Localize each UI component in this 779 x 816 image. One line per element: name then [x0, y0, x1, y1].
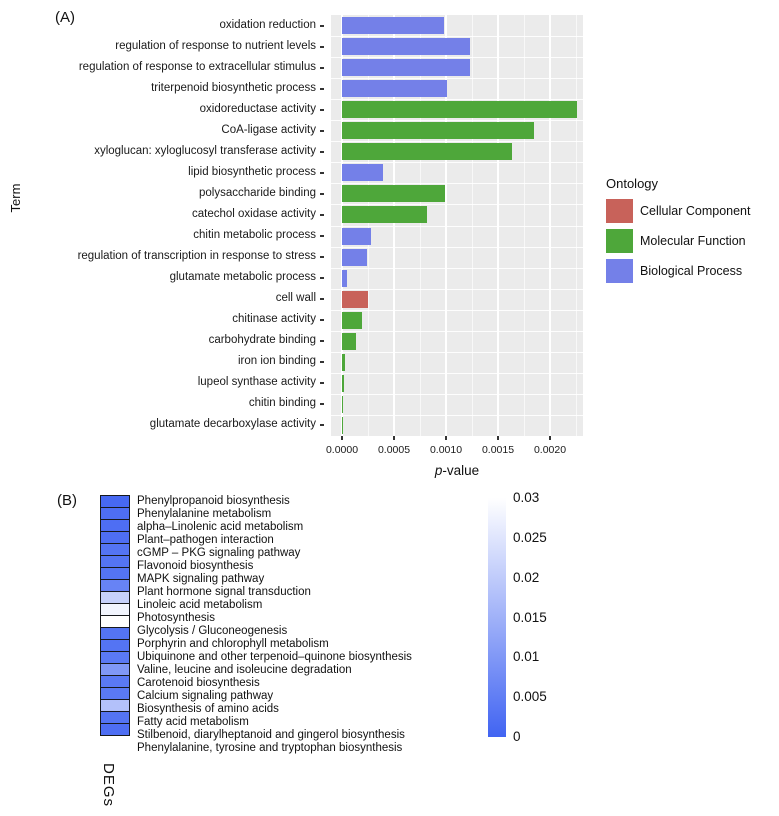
- x-tick-label: 0.0010: [429, 444, 463, 456]
- y-tick-label: triterpenoid biosynthetic process: [151, 81, 316, 94]
- bar: [342, 206, 427, 223]
- panel-a-y-axis-title: Term: [8, 183, 23, 213]
- heatmap-row-label: Biosynthesis of amino acids: [137, 703, 279, 715]
- y-tick-mark: [320, 424, 324, 426]
- panel-b-x-axis-title: DEGs: [100, 763, 117, 808]
- y-tick-label: catechol oxidase activity: [191, 207, 316, 220]
- legend-item-label: Biological Process: [640, 264, 743, 278]
- legend-color-key: [606, 259, 633, 283]
- heatmap-row-label: Calcium signaling pathway: [137, 690, 274, 702]
- row-gridline: [331, 310, 583, 311]
- y-tick-label: regulation of response to nutrient levels: [115, 39, 316, 52]
- legend-item-label: Cellular Component: [640, 204, 751, 218]
- row-gridline: [331, 247, 583, 248]
- y-tick-mark: [320, 172, 324, 174]
- y-tick-label: xyloglucan: xyloglucosyl transferase activity: [94, 144, 316, 157]
- heatmap-row-label: Linoleic acid metabolism: [137, 599, 263, 611]
- bar: [342, 375, 344, 392]
- y-tick-label: cell wall: [275, 292, 316, 305]
- x-tick-mark: [445, 436, 447, 440]
- panel-a-x-axis: [0, 436, 779, 466]
- bar: [342, 291, 368, 308]
- y-tick-label: regulation of transcription in response to stress: [77, 250, 316, 263]
- bar: [342, 185, 445, 202]
- panel-a-y-axis-labels: [0, 15, 326, 436]
- y-tick-mark: [320, 130, 324, 132]
- heatmap-row-label: MAPK signaling pathway: [137, 573, 265, 585]
- y-tick-label: lipid biosynthetic process: [188, 165, 316, 178]
- y-tick-mark: [320, 382, 324, 384]
- bar: [342, 333, 356, 350]
- bar: [342, 270, 347, 287]
- y-tick-mark: [320, 298, 324, 300]
- heatmap-row-label: Plant–pathogen interaction: [137, 534, 274, 546]
- row-gridline: [331, 120, 583, 121]
- x-tick-mark: [549, 436, 551, 440]
- x-tick-mark: [341, 436, 343, 440]
- legend-item: [606, 259, 779, 283]
- y-tick-label: chitin binding: [248, 397, 316, 410]
- row-gridline: [331, 289, 583, 290]
- y-tick-mark: [320, 319, 324, 321]
- heatmap-cell: [100, 723, 130, 736]
- heatmap-row-label: Photosynthesis: [137, 612, 215, 624]
- bar: [342, 80, 447, 97]
- y-tick-mark: [320, 193, 324, 195]
- y-tick-label: regulation of response to extracellular stimulus: [78, 60, 316, 73]
- colorbar-tick-label: 0.02: [513, 569, 540, 585]
- legend-color-key: [606, 199, 633, 223]
- row-gridline: [331, 268, 583, 269]
- legend-title: Ontology: [606, 176, 659, 191]
- y-tick-mark: [320, 88, 324, 90]
- row-gridline: [331, 226, 583, 227]
- panel-b-row-labels: [137, 495, 412, 755]
- heatmap-row-label: Phenylalanine metabolism: [137, 508, 272, 520]
- heatmap-row-label: alpha–Linolenic acid metabolism: [137, 521, 304, 533]
- y-tick-mark: [320, 46, 324, 48]
- bar: [342, 396, 343, 413]
- x-tick-mark: [393, 436, 395, 440]
- legend-item: [606, 229, 779, 253]
- legend-color-key: [606, 229, 633, 253]
- bar: [342, 38, 470, 55]
- x-tick-label: 0.0020: [533, 444, 567, 456]
- row-gridline: [331, 415, 583, 416]
- y-tick-mark: [320, 256, 324, 258]
- colorbar-gradient: [488, 498, 506, 737]
- row-gridline: [331, 99, 583, 100]
- heatmap-row-label: Valine, leucine and isoleucine degradation: [137, 664, 352, 676]
- x-tick-mark: [497, 436, 499, 440]
- row-gridline: [331, 352, 583, 353]
- heatmap-row-label: Carotenoid biosynthesis: [137, 677, 260, 689]
- y-tick-label: carbohydrate binding: [208, 334, 316, 347]
- y-tick-label: CoA-ligase activity: [221, 123, 316, 136]
- colorbar-tick-label: 0.01: [513, 649, 540, 665]
- panel-a-x-axis-title: [331, 463, 583, 478]
- legend-item: [606, 199, 779, 223]
- row-gridline: [331, 36, 583, 37]
- row-gridline: [331, 141, 583, 142]
- heatmap-row-label: Phenylalanine, tyrosine and tryptophan biosynthesis: [137, 742, 403, 754]
- heatmap-row-label: Phenylpropanoid biosynthesis: [137, 495, 290, 507]
- y-tick-mark: [320, 151, 324, 153]
- heatmap-row-label: Glycolysis / Gluconeogenesis: [137, 625, 288, 637]
- bar: [342, 249, 367, 266]
- heatmap-row-label: Fatty acid metabolism: [137, 716, 249, 728]
- y-tick-mark: [320, 25, 324, 27]
- x-tick-label: 0.0000: [325, 444, 359, 456]
- x-axis-title-value: -value: [442, 463, 480, 478]
- heatmap-row-label: Flavonoid biosynthesis: [137, 560, 254, 572]
- bar: [342, 312, 362, 329]
- y-tick-label: iron ion binding: [237, 355, 316, 368]
- heatmap-row-label: Ubiquinone and other terpenoid–quinone biosynthesis: [137, 651, 412, 663]
- y-tick-mark: [320, 340, 324, 342]
- y-tick-mark: [320, 235, 324, 237]
- colorbar-tick-label: 0.025: [513, 529, 547, 545]
- bar: [342, 17, 444, 34]
- bar: [342, 143, 512, 160]
- panel-b-label: (B): [57, 492, 77, 509]
- y-tick-label: oxidoreductase activity: [199, 102, 316, 115]
- heatmap-row-label: Plant hormone signal transduction: [137, 586, 311, 598]
- row-gridline: [331, 162, 583, 163]
- bar: [342, 101, 577, 118]
- y-tick-label: lupeol synthase activity: [197, 376, 316, 389]
- bar: [342, 228, 371, 245]
- panel-a-label: (A): [55, 9, 75, 26]
- panel-a-bar-chart: [331, 15, 583, 436]
- y-tick-label: polysaccharide binding: [199, 186, 316, 199]
- colorbar-tick-label: 0.005: [513, 689, 547, 705]
- y-tick-mark: [320, 109, 324, 111]
- colorbar-tick-label: 0.015: [513, 609, 547, 625]
- bar: [342, 354, 345, 371]
- row-gridline: [331, 331, 583, 332]
- legend-item-label: Molecular Function: [640, 234, 746, 248]
- heatmap-row-label: Stilbenoid, diarylheptanoid and gingerol biosynthesis: [137, 729, 405, 741]
- x-axis-title-p: p: [434, 463, 443, 478]
- colorbar-tick-label: 0: [513, 729, 521, 744]
- heatmap-row-label: Porphyrin and chlorophyll metabolism: [137, 638, 329, 650]
- row-gridline: [331, 57, 583, 58]
- y-tick-mark: [320, 361, 324, 363]
- y-tick-label: glutamate decarboxylase activity: [149, 418, 316, 431]
- row-gridline: [331, 373, 583, 374]
- y-tick-label: chitin metabolic process: [193, 229, 316, 242]
- row-gridline: [331, 394, 583, 395]
- y-tick-label: glutamate metabolic process: [169, 271, 316, 284]
- row-gridline: [331, 78, 583, 79]
- colorbar-tick-label: 0.03: [513, 490, 540, 505]
- bar: [342, 122, 534, 139]
- y-tick-mark: [320, 403, 324, 405]
- x-tick-label: 0.0005: [377, 444, 411, 456]
- panel-b-heatmap-column: [100, 495, 130, 736]
- row-gridline: [331, 204, 583, 205]
- legend-items: [606, 199, 779, 283]
- y-tick-label: oxidation reduction: [219, 18, 316, 31]
- y-tick-mark: [320, 214, 324, 216]
- x-tick-label: 0.0015: [481, 444, 515, 456]
- y-tick-mark: [320, 67, 324, 69]
- bar: [342, 164, 383, 181]
- y-tick-mark: [320, 277, 324, 279]
- bar: [342, 59, 470, 76]
- row-gridline: [331, 183, 583, 184]
- ontology-legend: [606, 176, 779, 289]
- y-tick-label: chitinase activity: [232, 313, 316, 326]
- heatmap-row-label: cGMP – PKG signaling pathway: [137, 547, 301, 559]
